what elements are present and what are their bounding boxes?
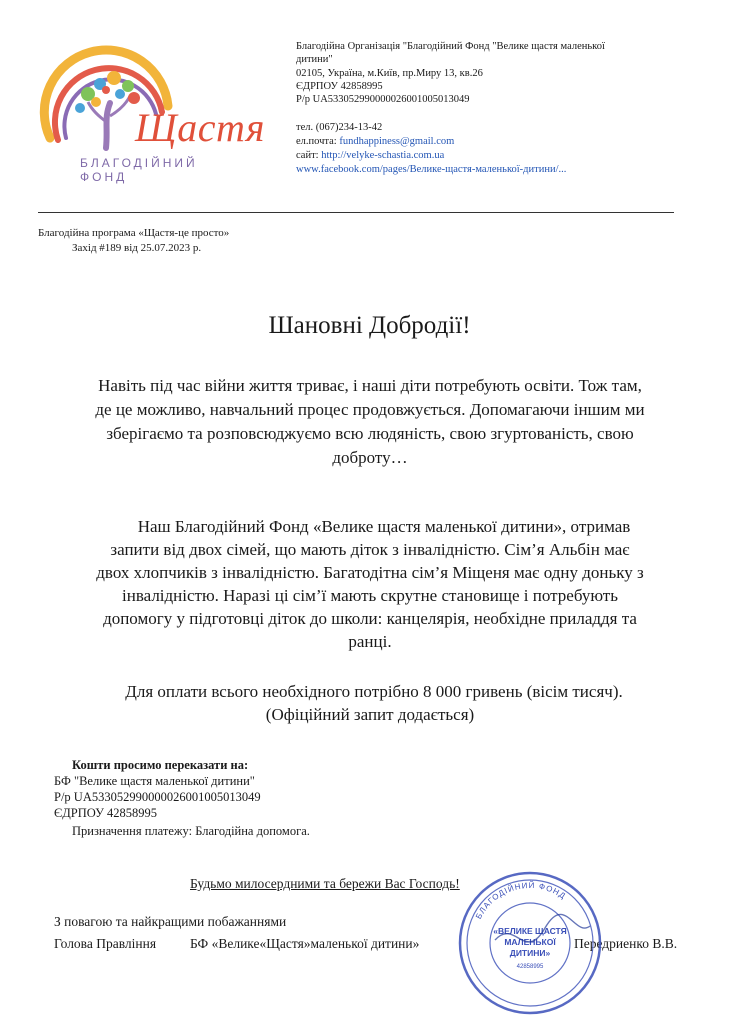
- org-account: Р/р UA533052990000026001005013049: [296, 94, 470, 105]
- paragraph-1-line-3: зберігаємо та розповсюджуємо всю людяність, свою згуртованість, свою: [106, 424, 634, 443]
- salutation: Шановні Добродії!: [268, 312, 471, 339]
- email-link[interactable]: fundhappiness@gmail.com: [339, 136, 455, 147]
- site-label: сайт:: [296, 150, 319, 161]
- paragraph-2-line-3: двох хлопчиків з інвалідністю. Багатодітна сім’я Міщеня має одну доньку з: [96, 563, 644, 582]
- blessing-line: Будьмо милосердними та бережи Вас Господь!: [190, 876, 460, 891]
- payment-purpose: Призначення платежу: Благодійна допомога.: [72, 824, 310, 838]
- paragraph-1-line-4: доброту…: [332, 448, 408, 467]
- org-phone: тел. (067)234-13-42: [296, 122, 383, 133]
- email-label: ел.почта:: [296, 136, 337, 147]
- org-name-line1: Благодійна Організація "Благодійний Фонд "Велике щастя маленької: [296, 41, 605, 52]
- paragraph-2-line-6: ранці.: [348, 632, 392, 651]
- bank-recipient: БФ "Велике щастя маленької дитини": [54, 774, 255, 788]
- regards-line: З повагою та найкращими побажаннями: [54, 914, 287, 929]
- paragraph-3-line-1: Для оплати всього необхідного потрібно 8 000 гривень (вісім тисяч).: [125, 682, 623, 701]
- org-address: 02105, Україна, м.Київ, пр.Миру 13, кв.26: [296, 68, 483, 79]
- paragraph-2-line-4: інвалідністю. Наразі ці сім’ї мають скрутне становище і потребують: [122, 586, 618, 605]
- site-link[interactable]: http://velyke-schastia.com.ua: [321, 150, 445, 161]
- stamp-top-text: БЛАГОДІЙНИЙ ФОНД: [473, 880, 568, 921]
- signatory-org: БФ «Велике«Щастя»маленької дитини»: [190, 936, 420, 951]
- facebook-link[interactable]: www.facebook.com/pages/Велике-щастя-маленької-дитини/...: [296, 164, 567, 175]
- program-event: Захід #189 від 25.07.2023 р.: [72, 242, 202, 254]
- paragraph-2-line-1: Наш Благодійний Фонд «Велике щастя маленької дитини», отримав: [137, 517, 631, 536]
- stamp-code: 42858995: [516, 964, 544, 970]
- org-edrpou: ЄДРПОУ 42858995: [296, 81, 383, 92]
- signatory-position: Голова Правління: [54, 936, 157, 951]
- official-stamp: [455, 868, 605, 1018]
- paragraph-2-line-2: запити від двох сімей, що мають діток з інвалідністю. Сім’я Альбін має: [110, 540, 630, 559]
- signatory-name: Передриенко В.В.: [574, 936, 678, 951]
- paragraph-3-line-2: (Офіційний запит додається): [265, 705, 475, 724]
- org-site-row: [296, 149, 444, 163]
- org-email-row: [296, 135, 454, 149]
- program-name: Благодійна програма «Щастя-це просто»: [38, 227, 230, 239]
- paragraph-1-line-1: Навіть під час війни життя триває, і наші діти потребують освіти. Тож там,: [98, 376, 642, 395]
- stamp-center-line-1: «ВЕЛИКЕ ЩАСТЯ: [493, 926, 567, 936]
- paragraph-2-line-5: допомогу у підготовці діток до школи: канцелярія, необхідне приладдя та: [103, 609, 637, 628]
- stamp-center-line-2: МАЛЕНЬКОЇ: [504, 937, 556, 947]
- bank-heading: Кошти просимо переказати на:: [72, 758, 249, 772]
- bank-account: Р/р UA533052990000026001005013049: [54, 790, 261, 804]
- paragraph-1-line-2: де це можливо, навчальний процес продовжується. Допомагаючи іншим ми: [95, 400, 645, 419]
- logo-wordmark: Щастя: [135, 105, 265, 150]
- bank-edrpou: ЄДРПОУ 42858995: [54, 806, 158, 820]
- org-name-line2: дитини": [296, 54, 333, 65]
- stamp-seal-icon: [455, 868, 605, 1018]
- header-divider: [38, 212, 674, 213]
- stamp-center-line-3: ДИТИНИ»: [509, 948, 551, 958]
- logo-subtitle: БЛАГОДІЙНИЙ ФОНД: [80, 156, 198, 184]
